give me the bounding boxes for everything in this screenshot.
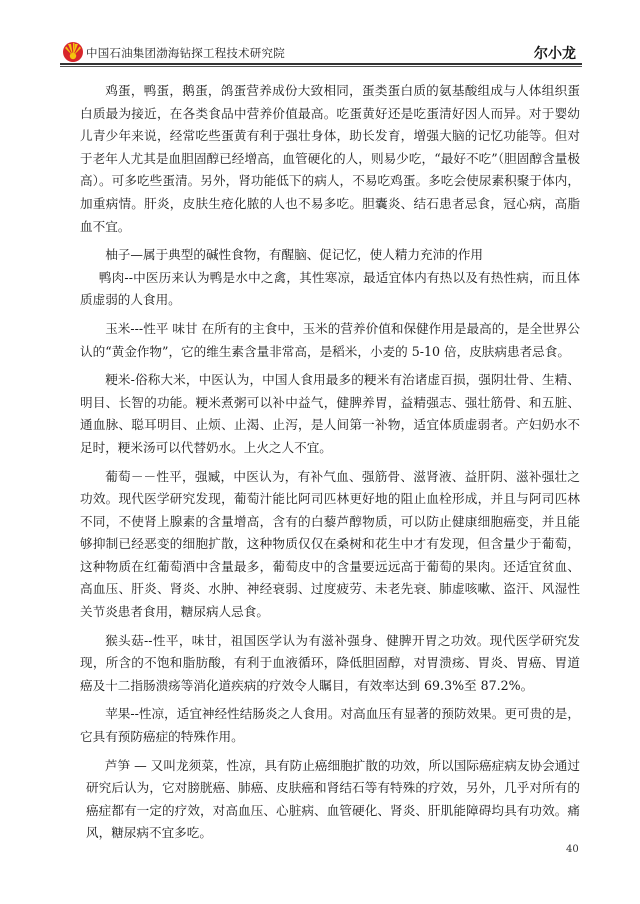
paragraph-grape: 葡萄－－性平，强臧，中医认为，有补气血、强筋骨、滋肾液、益肝阴、滋补强壮之功效。现代医学研究发现，葡萄汁能比阿司匹林更好地的阻止血栓形成，并且与阿司匹林不同，不使肾上腺素的含量增高，含有的白藜芦醇物质，可以防止健康细胞癌变，并且能够抑制已经恶变的细胞扩散，这种物质仅仅在桑树和花生中才有发现，但含量少于葡萄，这种物质在红葡萄酒中含量最多，葡萄皮中的含量要远远高于葡萄的果肉。还适宜贫血、高血压、肝炎、肾炎、水肿、神经衰弱、过度疲劳、未老先衰、肺虚咳嗽、盗汗、风湿性关节炎患者食用，糖尿病人忌食。 [80, 468, 580, 620]
author-name: 尔小龙 [534, 46, 576, 62]
paragraph-rice: 粳米-俗称大米，中医认为，中国人食用最多的粳米有治诸虚百损，强阴壮骨、生精、明目、长智的功能。粳米煮粥可以补中益气，健脾养胃，益精强志、强壮筋骨、和五脏、通血脉、聪耳明目、止烦、止渴、止泻，是人间第一补物，适宜体质虚弱者。产妇奶水不足时，粳米汤可以代替奶水。上火之人不宜。 [80, 372, 580, 455]
paragraph-asparagus: 芦笋 — 又叫龙须菜，性凉，具有防止癌细胞扩散的功效，所以国际癌症病友协会通过研究后认为，它对膀胱癌、肺癌、皮肤癌和肾结石等有特殊的疗效，另外，几乎对所有的癌症都有一定的疗效，对高血压、心脏病、血管硬化、肾炎、肝肌能障碍均具有功效。痛风，糖尿病不宜多吃。 [86, 757, 580, 841]
paragraph-apple: 苹果--性凉，适宜神经性结肠炎之人食用。对高血压有显著的预防效果。更可贵的是，它具有预防癌症的特殊作用。 [80, 706, 580, 745]
paragraph-pomelo: 柚子—属于典型的碱性食物，有醒脑、促记忆，使人精力充沛的作用 [105, 247, 483, 263]
header-rule-thin [60, 66, 582, 67]
organization-name: 中国石油集团渤海钻探工程技术研究院 [86, 46, 285, 60]
page-number: 40 [566, 844, 579, 855]
page-header [60, 36, 582, 66]
header-rule-thick [60, 63, 582, 65]
document-body [80, 80, 580, 845]
paragraph-corn: 玉米---性平 味甘 在所有的主食中，玉米的营养价值和保健作用是最高的，是全世界公认的“黄金作物”，它的维生素含量非常高，是稻米，小麦的 5-10 倍，皮肤病患者忌食。 [80, 320, 580, 359]
paragraph-eggs: 鸡蛋，鸭蛋，鹅蛋，鸽蛋营养成份大致相同，蛋类蛋白质的氨基酸组成与人体组织蛋白质最为接近，在各类食品中营养价值最高。吃蛋黄好还是吃蛋清好因人而异。对于婴幼儿青少年来说，经常吃些蛋黄有利于强壮身体，助长发育，增强大脑的记忆功能等。但对于老年人尤其是血胆固醇已经增高，血管硬化的人，则易少吃，“最好不吃”（胆固醇含量极高）。可多吃些蛋清。另外，肾功能低下的病人，不易吃鸡蛋。多吃会使尿素积聚于体内，加重病情。肝炎，皮肤生疮化脓的人也不易多吃。胆囊炎、结石患者忌食，冠心病，高脂血不宜。 [80, 83, 580, 234]
petrochina-logo-icon [62, 40, 84, 62]
paragraph-mushroom: 猴头菇--性平，味甘，祖国医学认为有滋补强身、健脾开胃之功效。现代医学研究发现，所含的不饱和脂肪酸，有利于血液循环，降低胆固醇，对胃溃疡、胃炎、胃癌、胃道癌及十二指肠溃疡等消化道疾病的疗效令人瞩目，有效率达到 69.3%至 87.2%。 [80, 632, 580, 693]
paragraph-duck: 鸭肉--中医历来认为鸭是水中之禽，其性寒凉，最适宜体内有热以及有热性病，而且体质虚弱的人食用。 [80, 269, 580, 308]
